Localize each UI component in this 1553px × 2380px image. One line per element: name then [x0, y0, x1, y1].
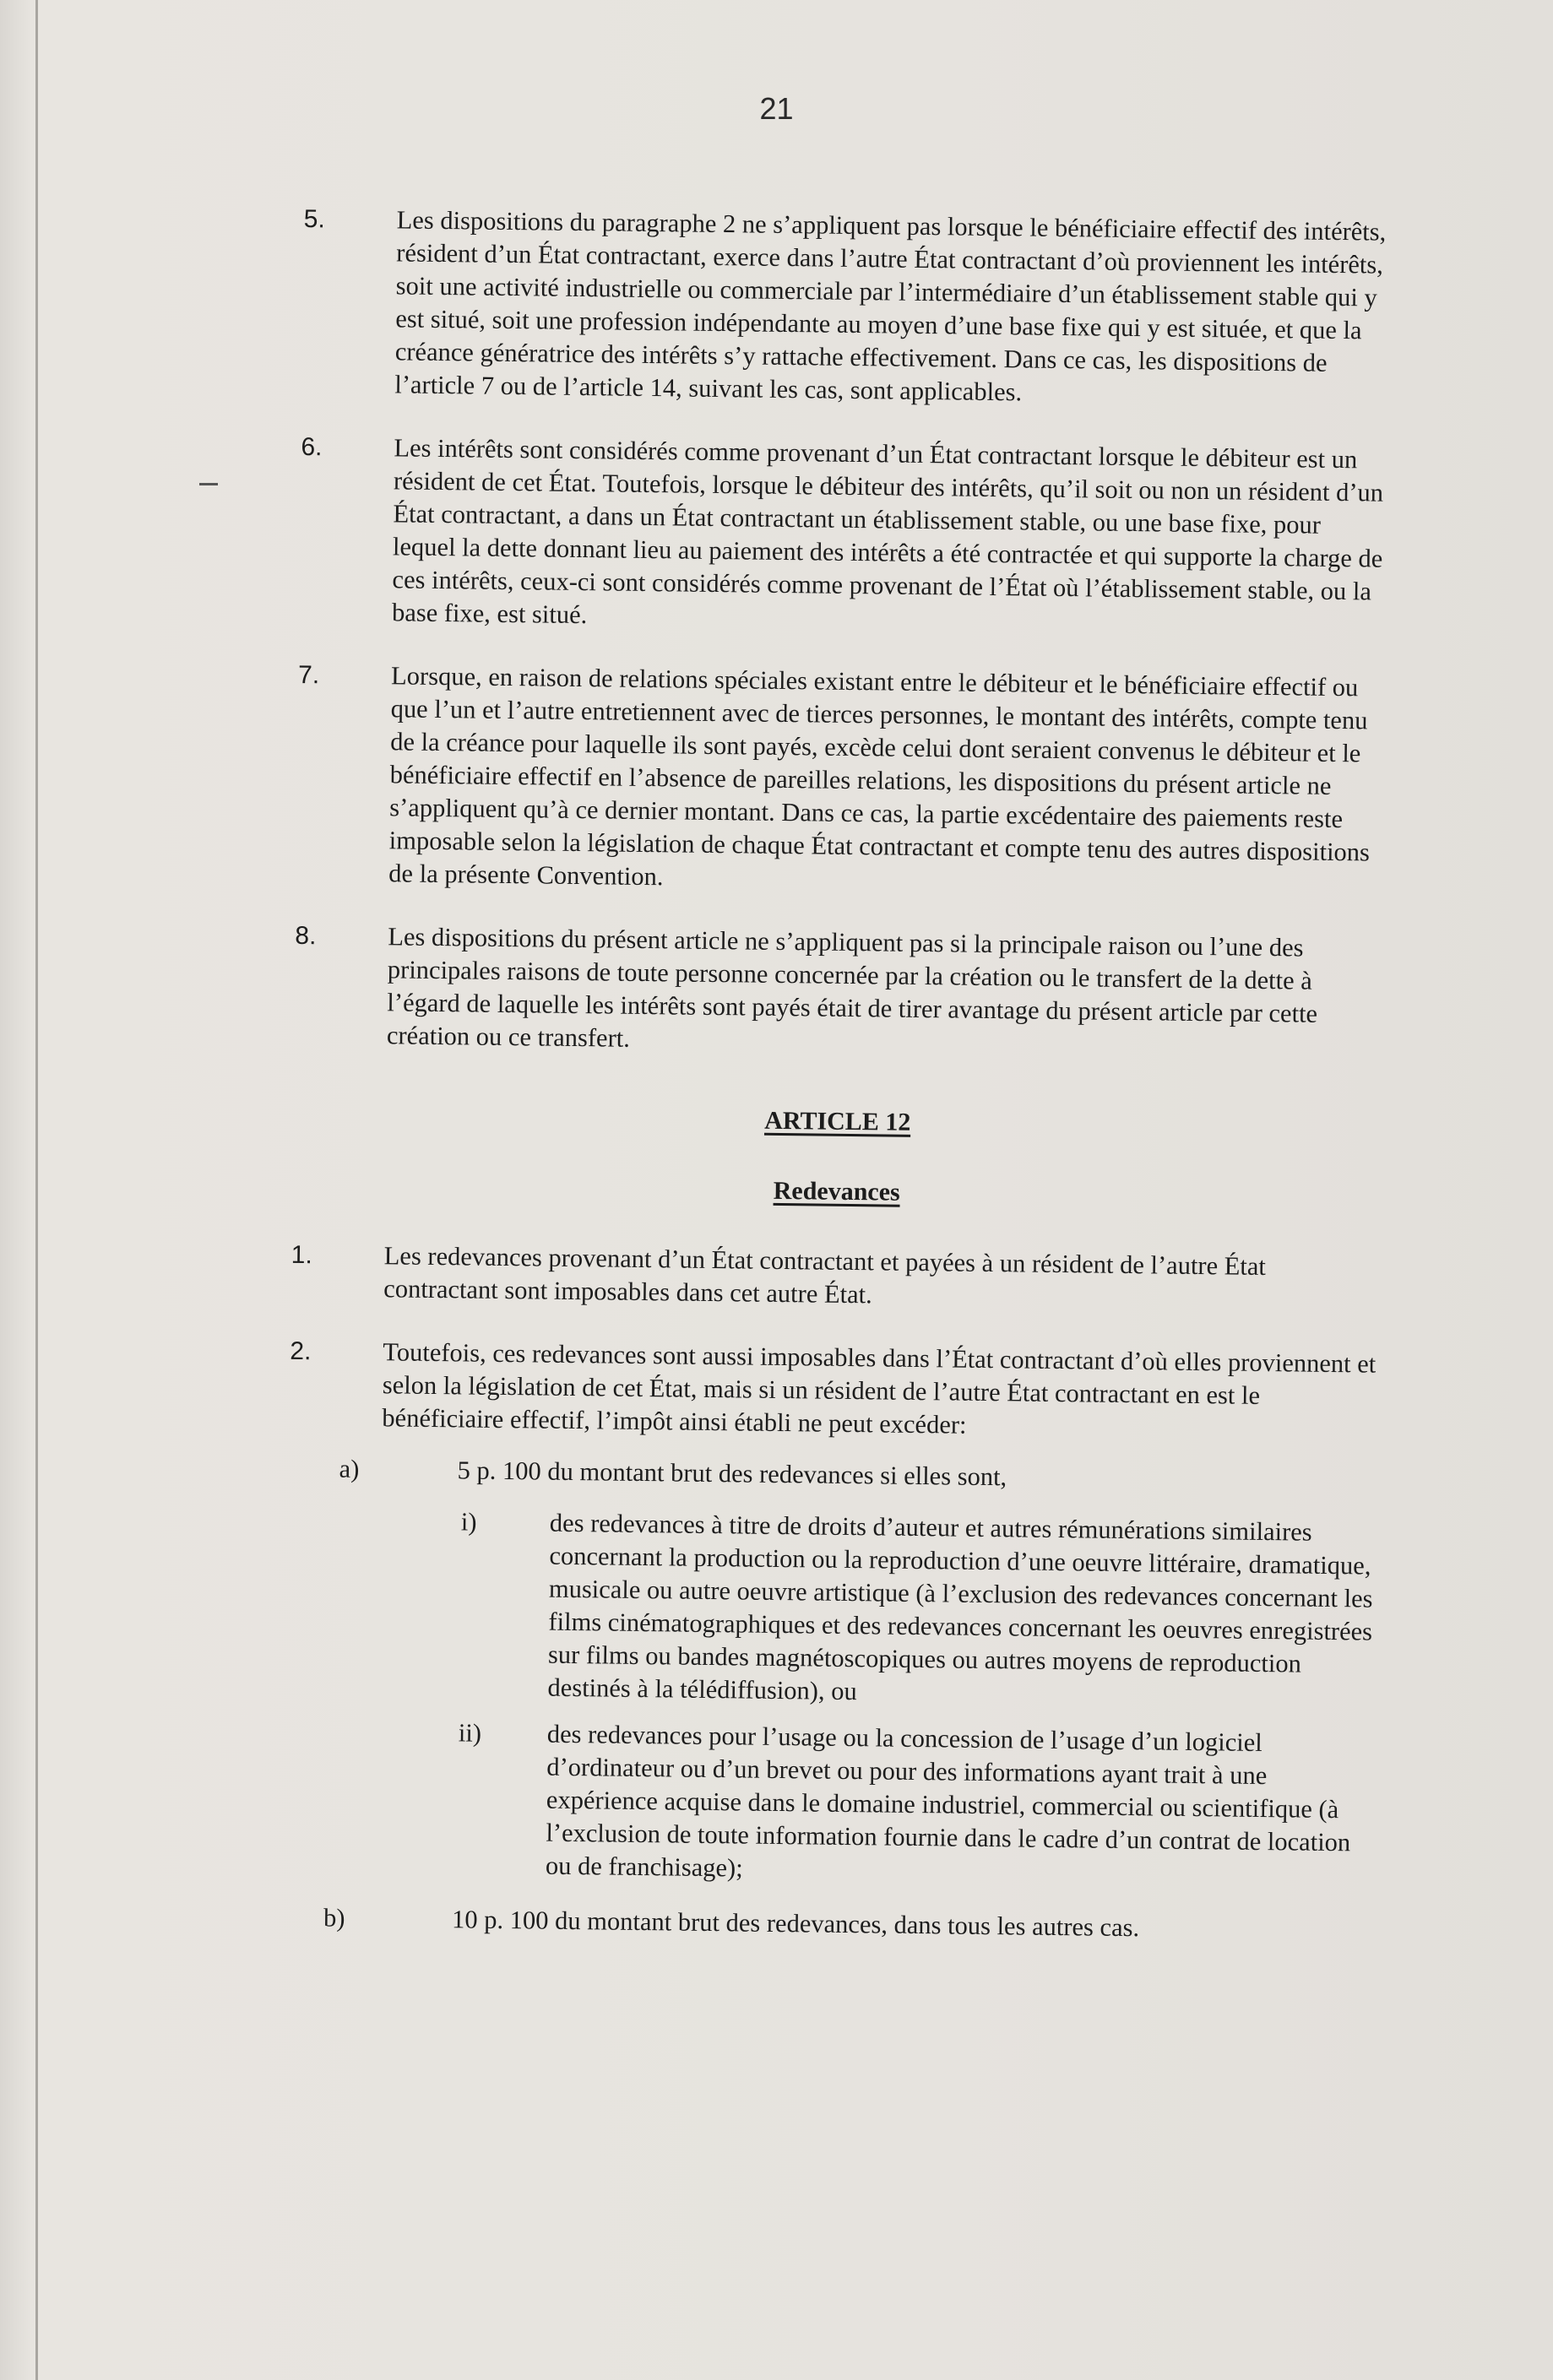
- subitem-text: des redevances pour l’usage ou la concession de l’usage d’un logiciel d’ordinateur ou d’un brevet ou pour des informations ayant trait à une expérience acquise dans le domaine industriel, commercial ou scientifique (à l’exclusion de toute information fournie dans le cadre d’un contrat de location ou de franchisage);: [545, 1719, 1351, 1883]
- subitem-text: des redevances à titre de droits d’auteur et autres rémunérations similaires concernant la production ou la reproduction d’une oeuvre littéraire, dramatique, musicale ou autre oeuvre artistique (à l’exclusion des redevances concernant les films cinématographiques et des redevances concernant les oeuvres enregistrées sur films ou bandes magnétoscopiques ou autres moyens de reproduction destinés à la télédiffusion), ou: [547, 1508, 1373, 1706]
- paragraph-number: 8.: [295, 921, 317, 951]
- paragraph-6: [299, 431, 1391, 642]
- article-paragraph-1: [291, 1239, 1381, 1318]
- article-paragraph-2: [289, 1335, 1379, 1447]
- paragraph-text: Lorsque, en raison de relations spéciales existant entre le débiteur et le bénéficiaire effectif ou que l’un et l’autre entretiennent avec de tierces personnes, le montant des intérêts, compte tenu de la créance pour laquelle ils sont payés, excède celui dont seraient convenus le débiteur et le bénéficiaire effectif en l’absence de pareilles relations, les dispositions du présent article ne s’appliquent qu’à ce dernier montant. Dans ce cas, la partie excédentaire des paiements reste imposable selon la législation de chaque État contractant et compte tenu des autres dispositions de la présente Convention.: [388, 661, 1371, 892]
- subparagraph-text: 5 p. 100 du montant brut des redevances si elles sont,: [457, 1456, 1007, 1492]
- paragraph-text: Les dispositions du présent article ne s’appliquent pas si la principale raison ou l’une des principales raisons de toute personne concernée par la création ou le transfert de la dette à l’égard de laquelle les intérêts sont payés était de tirer avantage du présent article par cette création ou ce transfert.: [386, 922, 1318, 1053]
- paragraph-number: 5.: [303, 204, 325, 234]
- paragraph-text: Les dispositions du paragraphe 2 ne s’appliquent pas lorsque le bénéficiaire effectif des intérêts, résident d’un État contractant, exerce dans l’autre État contractant d’où proviennent les intérêts, soit une activité industrielle ou commerciale par l’intermédiaire d’un établissement stable qui y est situé, soit une profession indépendante au moyen d’une base fixe qui y est située, et que la créance génératrice des intérêts s’y rattache effectivement. Dans ce cas, les dispositions de l’article 7 ou de l’article 14, suivant les cas, sont applicables.: [394, 205, 1387, 407]
- subitem-numeral: i): [460, 1507, 477, 1537]
- subparagraph-b: [283, 1901, 1372, 1948]
- subparagraph-letter: a): [339, 1454, 360, 1483]
- subitem-ii: [284, 1715, 1375, 1893]
- stray-mark: [199, 483, 218, 485]
- article-title: Redevances: [773, 1176, 900, 1206]
- page-edge-shadow: [35, 0, 38, 2380]
- subitem-numeral: ii): [458, 1718, 482, 1748]
- paragraph-5: [301, 203, 1393, 414]
- paragraph-number: 2.: [290, 1336, 312, 1366]
- paragraph-text: Toutefois, ces redevances sont aussi imposables dans l’État contractant d’où elles proviennent et selon la législation de cet État, mais si un résident de l’autre État contractant en est le bénéficiaire effectif, l’impôt ainsi établi ne peut excéder:: [382, 1337, 1377, 1439]
- article-heading: ARTICLE 12: [763, 1106, 911, 1136]
- page-number: 21: [759, 91, 794, 126]
- subparagraph-a: [288, 1452, 1377, 1499]
- subparagraph-text: 10 p. 100 du montant brut des redevances, dans tous les autres cas.: [451, 1905, 1140, 1943]
- subparagraph-letter: b): [323, 1903, 345, 1933]
- paragraph-7: [296, 659, 1387, 903]
- paragraph-number: 7.: [297, 660, 320, 690]
- paragraph-text: Les redevances provenant d’un État contractant et payées à un résident de l’autre État contractant sont imposables dans cet autre État.: [383, 1241, 1267, 1309]
- paragraph-text: Les intérêts sont considérés comme provenant d’un État contractant lorsque le débiteur est un résident de cet État. Toutefois, lorsque le débiteur des intérêts, qu’il soit ou non un résident d’un État contractant, a dans un État contractant un établissement stable, ou une base fixe, pour lequel la dette donnant lieu au paiement des intérêts a été contractée et qui supporte la charge de ces intérêts, ceux-ci sont considérés comme provenant de l’État où l’établissement stable, ou la base fixe, est situé.: [391, 433, 1384, 630]
- paragraph-8: [294, 919, 1385, 1065]
- paragraph-number: 1.: [291, 1240, 313, 1270]
- subitem-i: [285, 1504, 1377, 1715]
- document-body: [283, 203, 1393, 1966]
- paragraph-number: 6.: [301, 432, 323, 462]
